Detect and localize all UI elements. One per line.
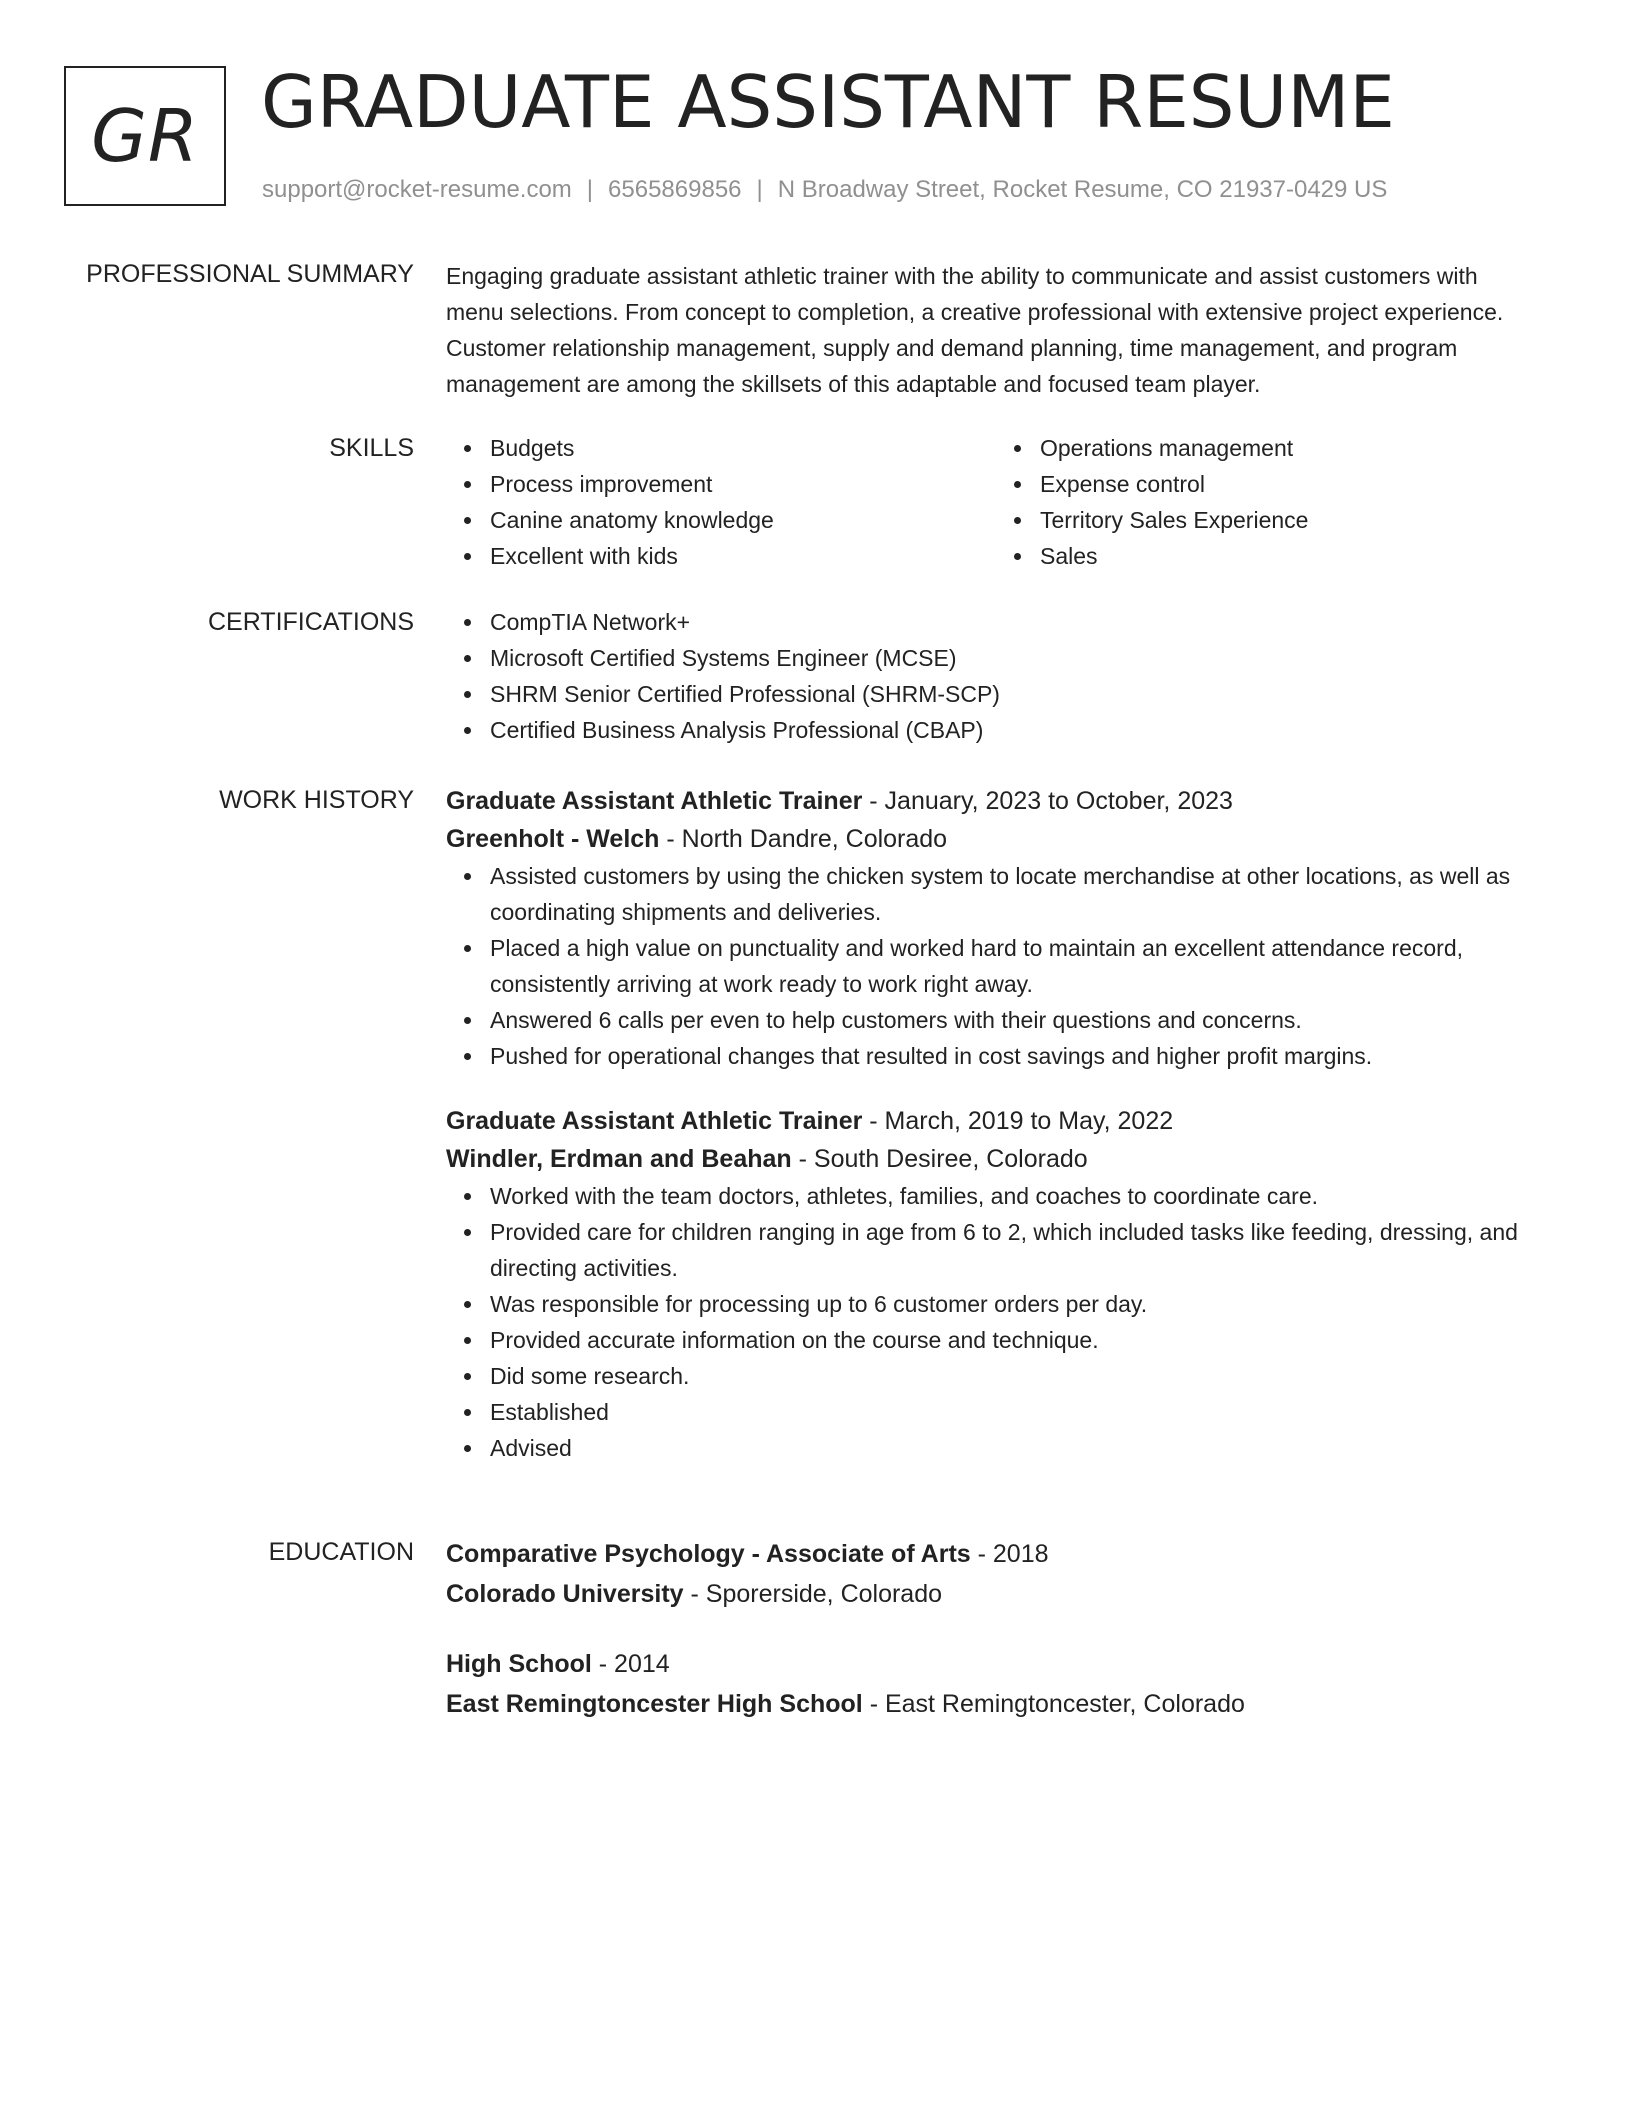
contact-address: N Broadway Street, Rocket Resume, CO 21937-0429 US — [777, 176, 1388, 203]
list-item: Certified Business Analysis Professional (CBAP) — [490, 712, 1546, 748]
contact-phone[interactable]: 6565869856 — [608, 176, 742, 203]
skills-list-right — [996, 430, 1546, 574]
job-title-line — [446, 1102, 1546, 1140]
monogram-box — [64, 66, 226, 206]
education-school-line — [446, 1684, 1546, 1724]
job-title-line — [446, 782, 1546, 820]
skills-body — [446, 430, 1546, 574]
education-degree: Comparative Psychology - Associate of Arts — [446, 1540, 971, 1568]
list-item: Process improvement — [490, 466, 996, 502]
list-item: Worked with the team doctors, athletes, families, and coaches to coordinate care. — [490, 1178, 1546, 1214]
section-label-work-history: WORK HISTORY — [219, 786, 414, 814]
education-degree: High School — [446, 1650, 592, 1678]
list-item: Provided care for children ranging in age from 6 to 2, which included tasks like feeding, dressing, and directing activities. — [490, 1214, 1546, 1286]
list-item: Budgets — [490, 430, 996, 466]
contact-separator: | — [586, 176, 594, 203]
work-history-body — [446, 782, 1546, 1466]
list-item: Provided accurate information on the course and technique. — [490, 1322, 1546, 1358]
summary-text: Engaging graduate assistant athletic trainer with the ability to communicate and assist customers with menu selections. From concept to completion, a creative professional with extensive project experience. Customer relationship management, supply and demand planning, time management, and program management are among the skillsets of this adaptable and focused team player. — [446, 263, 1504, 397]
job-bullets — [446, 1178, 1546, 1466]
list-item: Canine anatomy knowledge — [490, 502, 996, 538]
job-company-line — [446, 1140, 1546, 1178]
job-company: Windler, Erdman and Beahan — [446, 1145, 792, 1173]
education-year: - 2018 — [970, 1540, 1049, 1568]
education-school: Colorado University — [446, 1580, 684, 1608]
list-item: CompTIA Network+ — [490, 604, 1546, 640]
list-item: Was responsible for processing up to 6 customer orders per day. — [490, 1286, 1546, 1322]
list-item: SHRM Senior Certified Professional (SHRM-SCP) — [490, 676, 1546, 712]
section-label-certifications: CERTIFICATIONS — [207, 608, 414, 636]
list-item: Pushed for operational changes that resulted in cost savings and higher profit margins. — [490, 1038, 1546, 1074]
job-dates: - March, 2019 to May, 2022 — [862, 1107, 1174, 1135]
skills-list-left — [446, 430, 996, 574]
section-label-skills: SKILLS — [329, 434, 414, 462]
job-location: - South Desiree, Colorado — [791, 1145, 1088, 1173]
list-item: Sales — [1040, 538, 1546, 574]
list-item: Expense control — [1040, 466, 1546, 502]
education-body — [446, 1534, 1546, 1724]
list-item: Assisted customers by using the chicken system to locate merchandise at other locations, as well as coordinating shipments and deliveries. — [490, 858, 1546, 930]
section-label-summary: PROFESSIONAL SUMMARY — [86, 260, 414, 288]
job-title: Graduate Assistant Athletic Trainer — [446, 787, 863, 815]
job-dates: - January, 2023 to October, 2023 — [862, 787, 1233, 815]
education-degree-line — [446, 1534, 1546, 1574]
list-item: Excellent with kids — [490, 538, 996, 574]
contact-line — [262, 174, 1387, 206]
job-company-line — [446, 820, 1546, 858]
education-school-line — [446, 1574, 1546, 1614]
list-item: Territory Sales Experience — [1040, 502, 1546, 538]
contact-separator: | — [756, 176, 763, 203]
list-item: Advised — [490, 1430, 1546, 1466]
list-item: Established — [490, 1394, 1546, 1430]
list-item: Did some research. — [490, 1358, 1546, 1394]
education-school: East Remingtoncester High School — [446, 1690, 863, 1718]
list-item: Operations management — [1040, 430, 1546, 466]
contact-email[interactable]: support@rocket-resume.com — [262, 176, 572, 203]
education-location: - Sporerside, Colorado — [683, 1580, 943, 1608]
job-entry — [446, 1102, 1546, 1466]
certifications-list — [446, 604, 1546, 748]
list-item: Microsoft Certified Systems Engineer (MCSE) — [490, 640, 1546, 676]
education-location: - East Remingtoncester, Colorado — [862, 1690, 1245, 1718]
page-title: GRADUATE ASSISTANT RESUME — [261, 60, 1395, 144]
list-item: Placed a high value on punctuality and worked hard to maintain an excellent attendance record, consistently arriving at work ready to work right away. — [490, 930, 1546, 1002]
education-entry — [446, 1644, 1546, 1724]
job-company: Greenholt - Welch — [446, 825, 660, 853]
job-title: Graduate Assistant Athletic Trainer — [446, 1107, 863, 1135]
section-label-education: EDUCATION — [268, 1538, 414, 1566]
job-entry — [446, 782, 1546, 1074]
list-item: Answered 6 calls per even to help customers with their questions and concerns. — [490, 1002, 1546, 1038]
job-bullets — [446, 858, 1546, 1074]
education-year: - 2014 — [591, 1650, 670, 1678]
education-degree-line — [446, 1644, 1546, 1684]
certifications-body — [446, 604, 1546, 748]
summary-body — [446, 258, 1526, 402]
job-location: - North Dandre, Colorado — [659, 825, 948, 853]
monogram-initials: GR — [91, 94, 199, 178]
education-entry — [446, 1534, 1546, 1614]
skills-grid — [446, 430, 1546, 574]
